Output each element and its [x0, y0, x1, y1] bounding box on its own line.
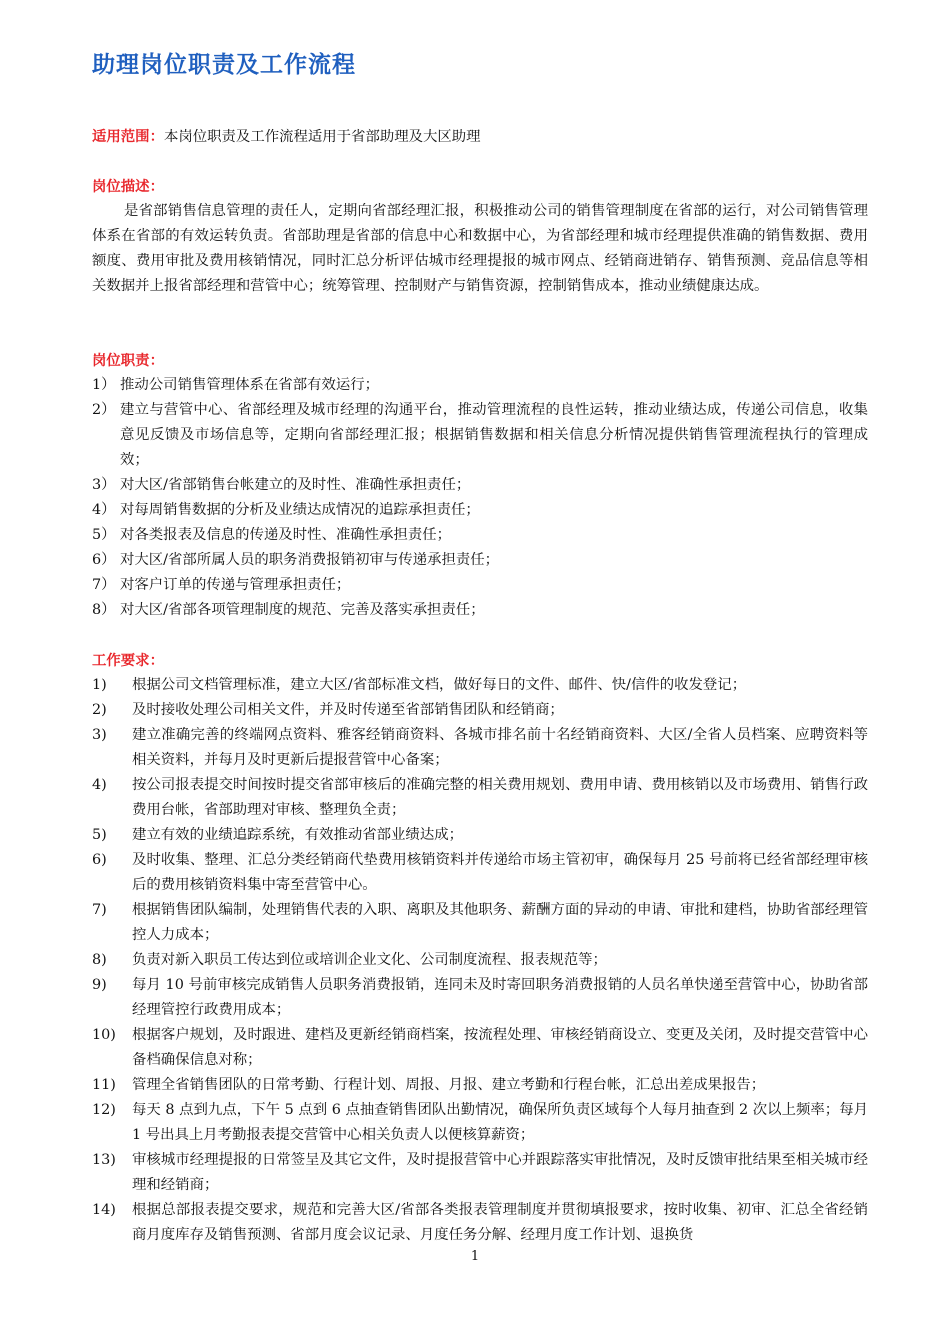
list-item [92, 773, 868, 823]
list-item [92, 523, 868, 548]
list-item [92, 823, 868, 848]
list-item-number: 13) [92, 1152, 116, 1168]
list-item [92, 573, 868, 598]
list-item [92, 1073, 868, 1098]
list-item-text: 根据总部报表提交要求，规范和完善大区/省部各类报表管理制度并贯彻填报要求，按时收集、初审、汇总全省经销商月度库存及销售预测、省部月度会议记录、月度任务分解、经理月度工作计划、退换货 [132, 1202, 868, 1243]
list-item-number: 12) [92, 1102, 116, 1118]
list-item [92, 948, 868, 973]
list-item-text: 每月 10 号前审核完成销售人员职务消费报销，连同未及时寄回职务消费报销的人员名单快递至营管中心，协助省部经理管控行政费用成本； [132, 977, 868, 1018]
list-item-text: 对大区/省部销售台帐建立的及时性、准确性承担责任； [120, 477, 471, 493]
list-item [92, 723, 868, 773]
list-item-number: 9) [92, 977, 107, 993]
list-item-number: 2) [92, 702, 107, 718]
list-item [92, 1098, 868, 1148]
list-item-text: 审核城市经理提报的日常签呈及其它文件，及时提报营管中心并跟踪落实审批情况，及时反馈审批结果至相关城市经理和经销商； [132, 1152, 868, 1193]
list-item [92, 898, 868, 948]
list-item-text: 及时接收处理公司相关文件，并及时传递至省部销售团队和经销商； [132, 702, 564, 718]
list-item-text: 对各类报表及信息的传递及时性、准确性承担责任； [120, 527, 451, 543]
list-item-text: 负责对新入职员工传达到位或培训企业文化、公司制度流程、报表规范等； [132, 952, 607, 968]
list-item-text: 管理全省销售团队的日常考勤、行程计划、周报、月报、建立考勤和行程台帐，汇总出差成果报告； [132, 1077, 766, 1093]
list-item [92, 373, 868, 398]
list-item-number: 10) [92, 1027, 116, 1043]
list-item-text: 对大区/省部所属人员的职务消费报销初审与传递承担责任； [120, 552, 500, 568]
list-item-number: 2） [92, 402, 116, 418]
list-item [92, 473, 868, 498]
list-item-text: 建立准确完善的终端网点资料、雅客经销商资料、各城市排名前十名经销商资料、大区/全省人员档案、应聘资料等相关资料，并每月及时更新后提报营管中心备案； [132, 727, 868, 768]
list-item [92, 1023, 868, 1073]
list-item-text: 及时收集、整理、汇总分类经销商代垫费用核销资料并传递给市场主管初审，确保每月 25 号前将已经省部经理审核后的费用核销资料集中寄至营管中心。 [132, 852, 868, 893]
description-text: 是省部销售信息管理的责任人，定期向省部经理汇报，积极推动公司的销售管理制度在省部的运行，对公司销售管理体系在省部的有效运转负责。省部助理是省部的信息中心和数据中心，为省部经理和城市经理提供准确的销售数据、费用额度、费用审批及费用核销情况，同时汇总分析评估城市经理提报的城市网点、经销商进销存、销售预测、竞品信息等相关数据并上报省部经理和营管中心；统筹管理、控制财产与销售资源，控制销售成本，推动业绩健康达成。 [92, 203, 868, 294]
page-number: 1 [470, 1249, 480, 1264]
list-item-number: 1) [92, 677, 107, 693]
list-item-number: 11) [92, 1077, 116, 1093]
list-item [92, 498, 868, 523]
requirements-section [92, 648, 868, 1248]
list-item [92, 973, 868, 1023]
list-item-number: 5） [92, 527, 116, 543]
duties-list [92, 373, 868, 623]
list-item-number: 4） [92, 502, 116, 518]
list-item [92, 848, 868, 898]
list-item-text: 对大区/省部各项管理制度的规范、完善及落实承担责任； [120, 602, 485, 618]
scope-text: 本岗位职责及工作流程适用于省部助理及大区助理 [163, 129, 481, 145]
list-item-number: 6) [92, 852, 107, 868]
document-title: 助理岗位职责及工作流程 [92, 51, 356, 78]
requirements-heading: 工作要求： [92, 652, 164, 669]
list-item-number: 5) [92, 827, 107, 843]
requirements-list [92, 673, 868, 1248]
list-item-number: 3) [92, 727, 107, 743]
list-item-text: 建立有效的业绩追踪系统，有效推动省部业绩达成； [132, 827, 463, 843]
list-item-number: 8） [92, 602, 116, 618]
list-item-number: 3） [92, 477, 116, 493]
description-section [92, 174, 868, 299]
list-item-number: 4) [92, 777, 107, 793]
list-item [92, 673, 868, 698]
list-item-text: 根据公司文档管理标准，建立大区/省部标准文档，做好每日的文件、邮件、快/信件的收发登记； [132, 677, 747, 693]
list-item-text: 根据销售团队编制，处理销售代表的入职、离职及其他职务、薪酬方面的异动的申请、审批和建档，协助省部经理管控人力成本； [132, 902, 868, 943]
list-item [92, 548, 868, 573]
list-item-text: 对每周销售数据的分析及业绩达成情况的追踪承担责任； [120, 502, 480, 518]
list-item-text: 建立与营管中心、省部经理及城市经理的沟通平台，推动管理流程的良性运转，推动业绩达成，传递公司信息，收集意见反馈及市场信息等，定期向省部经理汇报；根据销售数据和相关信息分析情况提供销售管理流程执行的管理成效； [120, 402, 868, 468]
duties-section [92, 348, 868, 623]
list-item-text: 根据客户规划，及时跟进、建档及更新经销商档案，按流程处理、审核经销商设立、变更及关闭，及时提交营管中心备档确保信息对称； [132, 1027, 868, 1068]
list-item [92, 398, 868, 473]
scope-section [92, 124, 868, 150]
list-item [92, 698, 868, 723]
list-item [92, 598, 868, 623]
description-heading: 岗位描述： [92, 178, 164, 195]
list-item-number: 7） [92, 577, 116, 593]
duties-heading: 岗位职责： [92, 352, 164, 369]
list-item-text: 对客户订单的传递与管理承担责任； [120, 577, 351, 593]
list-item-text: 推动公司销售管理体系在省部有效运行； [120, 377, 380, 393]
list-item-number: 14) [92, 1202, 116, 1218]
scope-heading: 适用范围： [92, 128, 164, 145]
list-item-number: 1） [92, 377, 116, 393]
list-item-text: 每天 8 点到九点，下午 5 点到 6 点抽查销售团队出勤情况，确保所负责区域每个人每月抽查到 2 次以上频率；每月 1 号出具上月考勤报表提交营管中心相关负责人以便核算薪资； [132, 1102, 868, 1143]
list-item-number: 8) [92, 952, 107, 968]
list-item-number: 7) [92, 902, 107, 918]
list-item-number: 6） [92, 552, 116, 568]
list-item [92, 1148, 868, 1198]
list-item [92, 1198, 868, 1248]
list-item-text: 按公司报表提交时间按时提交省部审核后的准确完整的相关费用规划、费用申请、费用核销以及市场费用、销售行政费用台帐，省部助理对审核、整理负全责； [132, 777, 868, 818]
